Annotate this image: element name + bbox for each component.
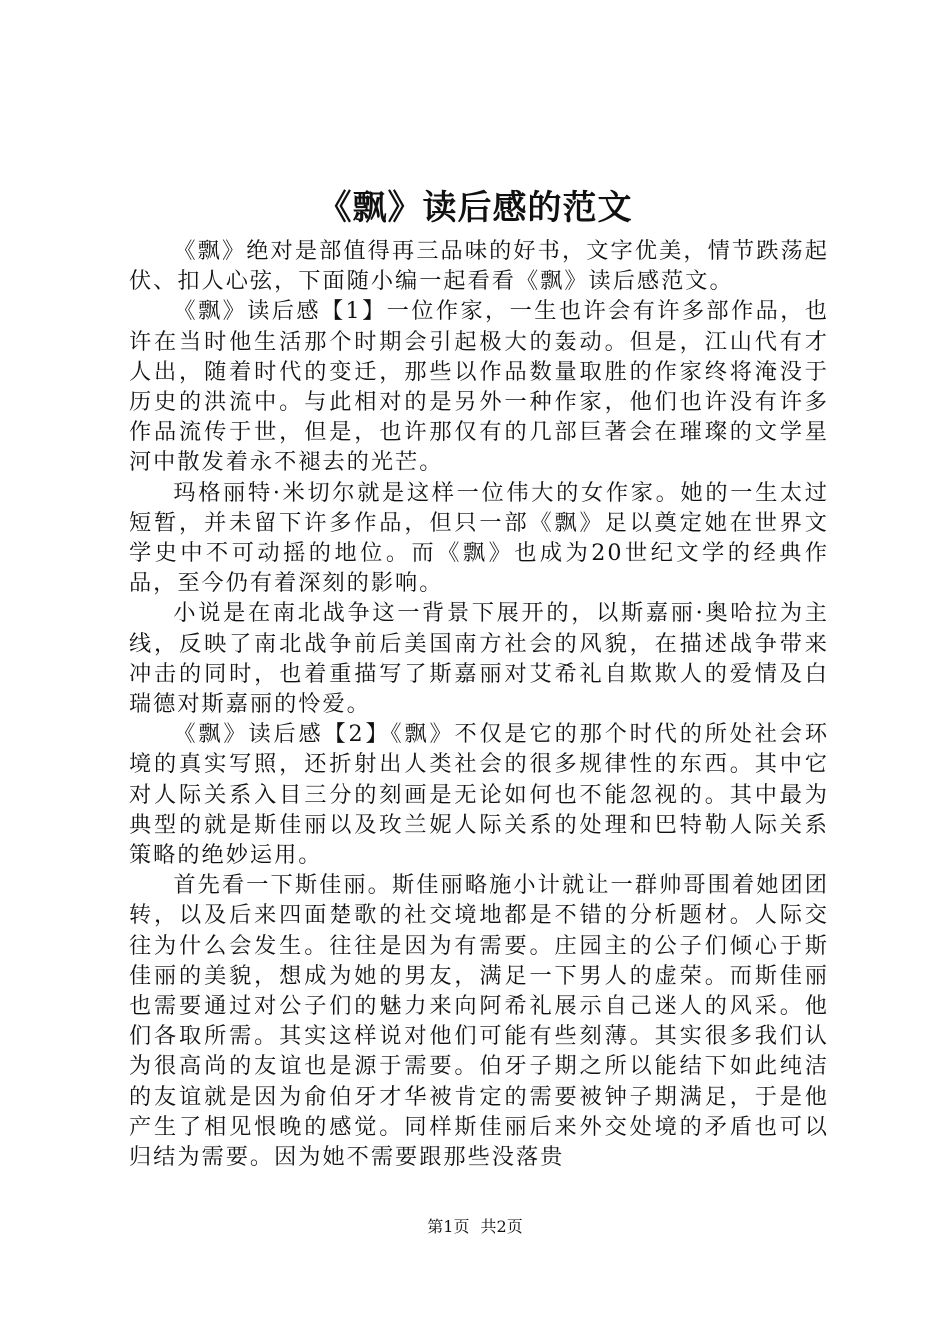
paragraph-review-1: 《飘》读后感【1】一位作家，一生也许会有许多部作品，也许在当时他生活那个时期会引起极大的轰动。但是，江山代有才人出，随着时代的变迁，那些以作品数量取胜的作家终将淹没于历史的洪流中。与此相对的是另外一种作家，他们也许没有许多作品流传于世，但是，也许那仅有的几部巨著会在璀璨的文学星河中散发着永不褪去的光芒。	[129, 298, 829, 476]
paragraph-novel-background: 小说是在南北战争这一背景下展开的，以斯嘉丽·奥哈拉为主线，反映了南北战争前后美国南方社会的风貌，在描述战争带来冲击的同时，也着重描写了斯嘉丽对艾希礼自欺欺人的爱情及白瑞德对斯嘉丽的怜爱。	[129, 600, 829, 718]
paragraph-review-2: 《飘》读后感【2】《飘》不仅是它的那个时代的所处社会环境的真实写照，还折射出人类社会的很多规律性的东西。其中它对人际关系入目三分的刻画是无论如何也不能忽视的。其中最为典型的就是斯佳丽以及玫兰妮人际关系的处理和巴特勒人际关系策略的绝妙运用。	[129, 721, 829, 869]
page-footer	[0, 1216, 950, 1238]
paragraph-author: 玛格丽特·米切尔就是这样一位伟大的女作家。她的一生太过短暂，并未留下许多作品，但只一部《飘》足以奠定她在世界文学史中不可动摇的地位。而《飘》也成为20世纪文学的经典作品，至今仍有着深刻的影响。	[129, 479, 829, 597]
page-total: 共2页	[480, 1217, 523, 1236]
page-number: 第1页	[427, 1217, 470, 1236]
document-body	[129, 236, 829, 1172]
paragraph-scarlett-analysis: 首先看一下斯佳丽。斯佳丽略施小计就让一群帅哥围着她团团转，以及后来四面楚歌的社交境地都是不错的分析题材。人际交往为什么会发生。往往是因为有需要。庄园主的公子们倾心于斯佳丽的美貌，想成为她的男友，满足一下男人的虚荣。而斯佳丽也需要通过对公子们的魅力来向阿希礼展示自己迷人的风采。他们各取所需。其实这样说对他们可能有些刻薄。其实很多我们认为很高尚的友谊也是源于需要。伯牙子期之所以能结下如此纯洁的友谊就是因为俞伯牙才华被肯定的需要被钟子期满足，于是他产生了相见恨晚的感觉。同样斯佳丽后来外交处境的矛盾也可以归结为需要。因为她不需要跟那些没落贵	[129, 872, 829, 1171]
document-title: 《飘》读后感的范文	[317, 188, 633, 228]
paragraph-intro: 《飘》绝对是部值得再三品味的好书，文字优美，情节跌荡起伏、扣人心弦，下面随小编一起看看《飘》读后感范文。	[129, 238, 829, 295]
